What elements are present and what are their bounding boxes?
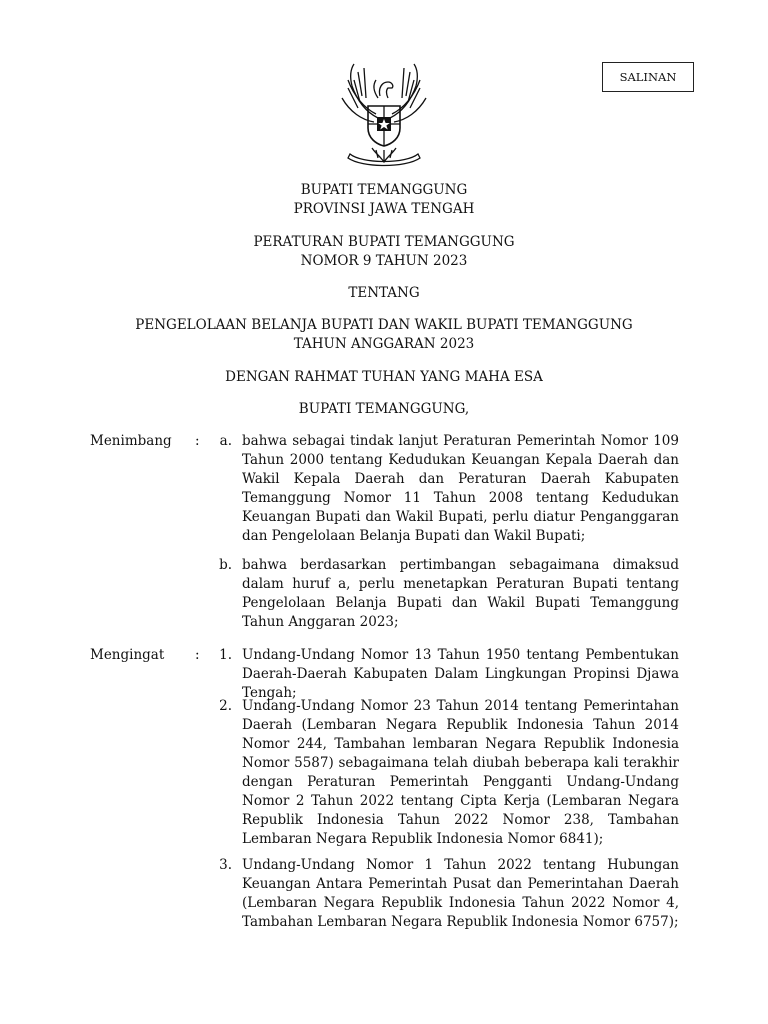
regulation-title: PERATURAN BUPATI TEMANGGUNG [253, 234, 515, 250]
mengingat-marker-1: 1. [219, 647, 232, 663]
menimbang-marker-b: b. [219, 557, 232, 573]
mengingat-item-3: Undang-Undang Nomor 1 Tahun 2022 tentang Hubungan Keuangan Antara Pemerintah Pusat dan Pemerintahan Daerah (Lembaran Negara Republik Indonesia Tahun 2022 Nomor 4, Tambahan Lembaran Negara Republik Indonesia Nomor 6757); [242, 857, 679, 930]
mengingat-marker-3: 3. [219, 857, 232, 873]
salinan-stamp: SALINAN [602, 62, 694, 92]
menimbang-marker-a: a. [219, 433, 232, 449]
province-title: PROVINSI JAWA TENGAH [293, 201, 475, 217]
issuer-line: BUPATI TEMANGGUNG, [298, 401, 470, 417]
regulation-number: NOMOR 9 TAHUN 2023 [300, 253, 468, 269]
menimbang-item-a: bahwa sebagai tindak lanjut Peraturan Pemerintah Nomor 109 Tahun 2000 tentang Kedudukan Keuangan Kepala Daerah dan Wakil Kepala Daerah dan Peraturan Daerah Kabupaten Temanggung Nomor 11 Tahun 2008 tentang Kedudukan Keuangan Bupati dan Wakil Bupati, perlu diatur Penganggaran dan Pengelolaan Belanja Bupati dan Wakil Bupati; [242, 433, 679, 544]
mengingat-marker-2: 2. [219, 698, 232, 714]
subject-line-1: PENGELOLAAN BELANJA BUPATI DAN WAKIL BUPATI TEMANGGUNG [135, 317, 633, 333]
menimbang-item-b: bahwa berdasarkan pertimbangan sebagaimana dimaksud dalam huruf a, perlu menetapkan Peraturan Bupati tentang Pengelolaan Belanja Bupati dan Wakil Bupati Temanggung Tahun Anggaran 2023; [242, 557, 679, 630]
about-heading: TENTANG [348, 285, 420, 301]
mengingat-colon: : [195, 647, 200, 663]
menimbang-label: Menimbang [90, 433, 172, 449]
regent-title: BUPATI TEMANGGUNG [300, 182, 468, 198]
subject-line-2: TAHUN ANGGARAN 2023 [293, 336, 475, 352]
blessing-line: DENGAN RAHMAT TUHAN YANG MAHA ESA [225, 369, 543, 385]
menimbang-colon: : [195, 433, 200, 449]
mengingat-item-1: Undang-Undang Nomor 13 Tahun 1950 tentang Pembentukan Daerah-Daerah Kabupaten Dalam Lingkungan Propinsi Djawa Tengah; [242, 647, 679, 701]
garuda-emblem-icon [328, 58, 440, 170]
mengingat-label: Mengingat [90, 647, 165, 663]
mengingat-item-2: Undang-Undang Nomor 23 Tahun 2014 tentang Pemerintahan Daerah (Lembaran Negara Republik Indonesia Tahun 2014 Nomor 244, Tambahan lembaran Negara Republik Indonesia Nomor 5587) sebagaimana telah diubah beberapa kali terakhir dengan Peraturan Pemerintah Pengganti Undang-Undang Nomor 2 Tahun 2022 tentang Cipta Kerja (Lembaran Negara Republik Indonesia Tahun 2022 Nomor 238, Tambahan Lembaran Negara Republik Indonesia Nomor 6841); [242, 698, 679, 847]
